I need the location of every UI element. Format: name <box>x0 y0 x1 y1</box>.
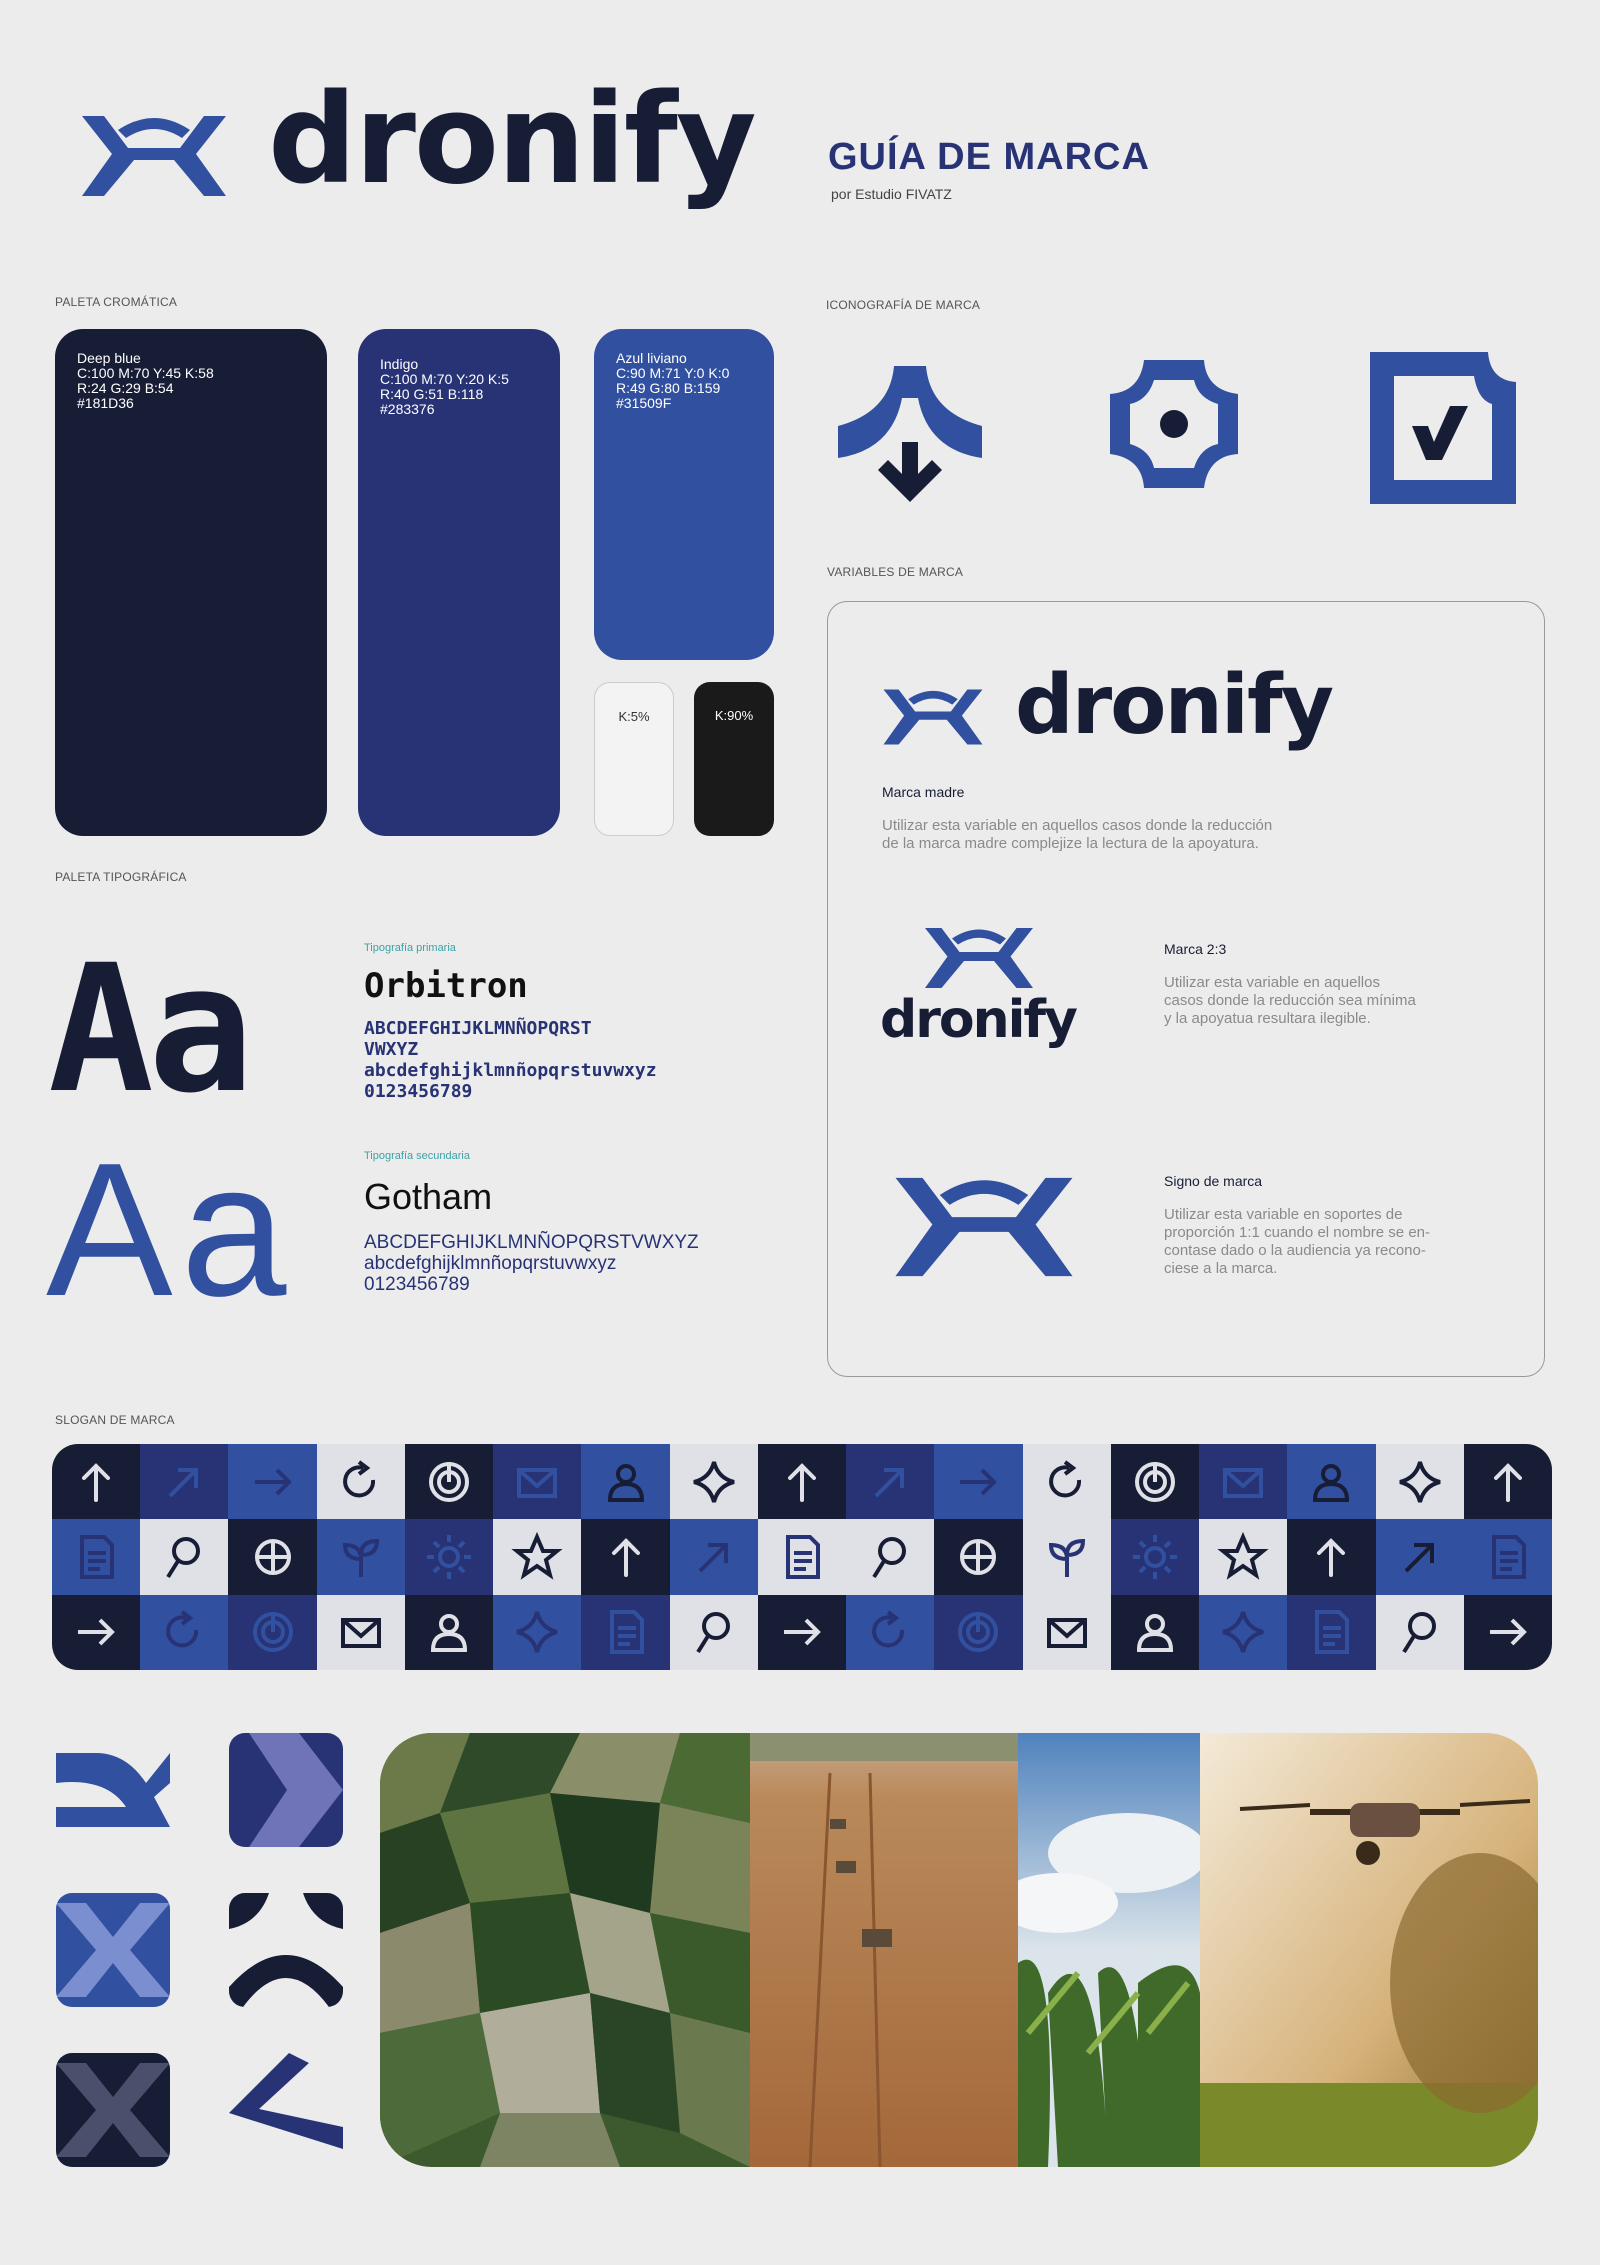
secondary-upper: ABCDEFGHIJKLMNÑOPQRSTVWXYZ <box>364 1232 699 1253</box>
swatch-rgb: R:40 G:51 B:118 <box>380 386 484 402</box>
secondary-lower: abcdefghijklmnñopqrstuvwxyz <box>364 1253 617 1274</box>
right-icon <box>758 1595 846 1670</box>
up-icon <box>758 1444 846 1519</box>
brand-wordmark-small: dronify <box>1015 658 1333 753</box>
variable-line: proporción 1:1 cuando el nombre se en- <box>1164 1224 1431 1241</box>
swatch-k5: K:5% <box>594 682 674 836</box>
variable-line: y la apoyatua resultara ilegible. <box>1164 1010 1371 1027</box>
photo-collage <box>380 1733 1538 2167</box>
doc-icon <box>581 1595 669 1670</box>
swatch-cmyk: C:90 M:71 Y:0 K:0 <box>616 365 730 381</box>
aerial-fields-photo <box>380 1733 750 2167</box>
cross-icon <box>934 1519 1022 1594</box>
swatch-cmyk: C:100 M:70 Y:20 K:5 <box>380 371 509 387</box>
checkbox-document-icon <box>1368 350 1518 506</box>
drone-spraying-photo <box>1200 1733 1538 2167</box>
user-icon <box>1287 1444 1375 1519</box>
right-icon <box>1464 1595 1552 1670</box>
user-icon <box>581 1444 669 1519</box>
upright-icon <box>1376 1519 1464 1594</box>
variable-title: Marca 2:3 <box>1164 941 1227 957</box>
slogan-section-label: SLOGAN DE MARCA <box>55 1413 175 1427</box>
right-icon <box>228 1444 316 1519</box>
mail-icon <box>493 1444 581 1519</box>
sun-icon <box>405 1519 493 1594</box>
mail-icon <box>1023 1595 1111 1670</box>
swatch-name: Azul liviano <box>616 350 687 366</box>
primary-font-specimen <box>364 1018 657 1102</box>
brand-tile-1 <box>56 1733 170 1847</box>
brand-wordmark-stacked: dronify <box>880 990 1076 1050</box>
up-icon <box>1464 1444 1552 1519</box>
swatch-cmyk: C:100 M:70 Y:45 K:58 <box>77 365 214 381</box>
variable-line: Utilizar esta variable en aquellos casos donde la reducción <box>882 817 1273 834</box>
search-icon <box>846 1519 934 1594</box>
user-icon <box>405 1595 493 1670</box>
guide-title: GUÍA DE MARCA <box>828 136 1150 178</box>
palette-section-label: PALETA CROMÁTICA <box>55 295 178 309</box>
typography-section-label: PALETA TIPOGRÁFICA <box>55 870 187 884</box>
sun-icon <box>1111 1519 1199 1594</box>
guide-subtitle: por Estudio FIVATZ <box>831 186 952 202</box>
star4-icon <box>1199 1595 1287 1670</box>
doc-icon <box>52 1519 140 1594</box>
download-arrow-icon <box>832 362 988 510</box>
power-icon <box>228 1595 316 1670</box>
brand-symbol-icon <box>886 1168 1082 1286</box>
star-icon <box>493 1519 581 1594</box>
redo-icon <box>140 1595 228 1670</box>
brand-symbol-icon <box>78 108 230 204</box>
doc-icon <box>758 1519 846 1594</box>
up-icon <box>581 1519 669 1594</box>
leaf-icon <box>317 1519 405 1594</box>
target-icon <box>1104 354 1244 494</box>
secondary-digits: 0123456789 <box>364 1274 470 1295</box>
right-icon <box>934 1444 1022 1519</box>
secondary-font-caption: Tipografía secundaria <box>364 1150 470 1162</box>
brand-tile-2 <box>229 1733 343 1847</box>
iconography-section-label: ICONOGRAFÍA DE MARCA <box>826 298 981 312</box>
brand-tile-5 <box>56 2053 170 2167</box>
variable-line: contase dado o la audiencia ya recono- <box>1164 1242 1426 1259</box>
swatch-hex: #181D36 <box>77 395 134 411</box>
variable-line: Utilizar esta variable en aquellos <box>1164 974 1380 991</box>
upright-icon <box>140 1444 228 1519</box>
swatch-rgb: R:24 G:29 B:54 <box>77 380 174 396</box>
swatch-hex: #31509F <box>616 395 672 411</box>
variable-title: Signo de marca <box>1164 1173 1263 1189</box>
variable-line: casos donde la reducción sea mínima <box>1164 992 1416 1009</box>
swatch-k90: K:90% <box>694 682 774 836</box>
variable-text <box>1164 1206 1462 1278</box>
primary-lower: abcdefghijklmnñopqrstuvwxyz <box>364 1060 657 1081</box>
brand-symbol-icon <box>880 684 986 750</box>
doc-icon <box>1287 1595 1375 1670</box>
primary-sample-glyphs: Aa <box>48 927 248 1132</box>
star4-icon <box>493 1595 581 1670</box>
wheat-harvest-photo <box>750 1733 1018 2167</box>
star4-icon <box>670 1444 758 1519</box>
swatch-indigo <box>358 329 560 836</box>
power-icon <box>1111 1444 1199 1519</box>
mail-icon <box>1199 1444 1287 1519</box>
brand-tile-4 <box>229 1893 343 2007</box>
secondary-sample-glyphs: Aa <box>46 1124 295 1336</box>
upright-icon <box>846 1444 934 1519</box>
search-icon <box>140 1519 228 1594</box>
redo-icon <box>1023 1444 1111 1519</box>
secondary-font-name: Gotham <box>364 1176 493 1217</box>
swatch-azul-liviano <box>594 329 774 660</box>
doc-icon <box>1464 1519 1552 1594</box>
up-icon <box>52 1444 140 1519</box>
swatch-hex: #283376 <box>380 401 435 417</box>
brand-symbol-icon <box>918 922 1040 994</box>
brand-tile-3 <box>56 1893 170 2007</box>
corn-field-photo <box>1018 1733 1200 2167</box>
variables-section-label: VARIABLES DE MARCA <box>827 565 964 579</box>
swatch-name: Deep blue <box>77 350 141 366</box>
right-icon <box>52 1595 140 1670</box>
primary-font-caption: Tipografía primaria <box>364 942 456 954</box>
upright-icon <box>670 1519 758 1594</box>
star4-icon <box>1376 1444 1464 1519</box>
star-icon <box>1199 1519 1287 1594</box>
power-icon <box>405 1444 493 1519</box>
search-icon <box>1376 1595 1464 1670</box>
swatch-name: Indigo <box>380 356 419 372</box>
redo-icon <box>317 1444 405 1519</box>
secondary-font-specimen <box>364 1232 699 1295</box>
primary-font-name: Orbitron <box>364 966 528 1006</box>
variable-title: Marca madre <box>882 784 965 800</box>
swatch-deep-blue <box>55 329 327 836</box>
variable-line: ciese a la marca. <box>1164 1260 1278 1277</box>
power-icon <box>934 1595 1022 1670</box>
variable-text <box>1164 974 1449 1028</box>
redo-icon <box>846 1595 934 1670</box>
icon-pattern-band <box>52 1444 1552 1670</box>
brand-tile-6 <box>229 2053 343 2167</box>
primary-upper: ABCDEFGHIJKLMNÑOPQRST <box>364 1018 592 1039</box>
variable-line: de la marca madre complejize la lectura de la apoyatura. <box>882 835 1259 852</box>
cross-icon <box>228 1519 316 1594</box>
primary-digits: 0123456789 <box>364 1081 473 1102</box>
user-icon <box>1111 1595 1199 1670</box>
up-icon <box>1287 1519 1375 1594</box>
variable-line: Utilizar esta variable en soportes de <box>1164 1206 1403 1223</box>
swatch-rgb: R:49 G:80 B:159 <box>616 380 721 396</box>
mail-icon <box>317 1595 405 1670</box>
primary-upper2: VWXYZ <box>364 1039 419 1060</box>
brand-wordmark: dronify <box>268 68 755 212</box>
variable-text <box>882 817 1272 853</box>
leaf-icon <box>1023 1519 1111 1594</box>
search-icon <box>670 1595 758 1670</box>
